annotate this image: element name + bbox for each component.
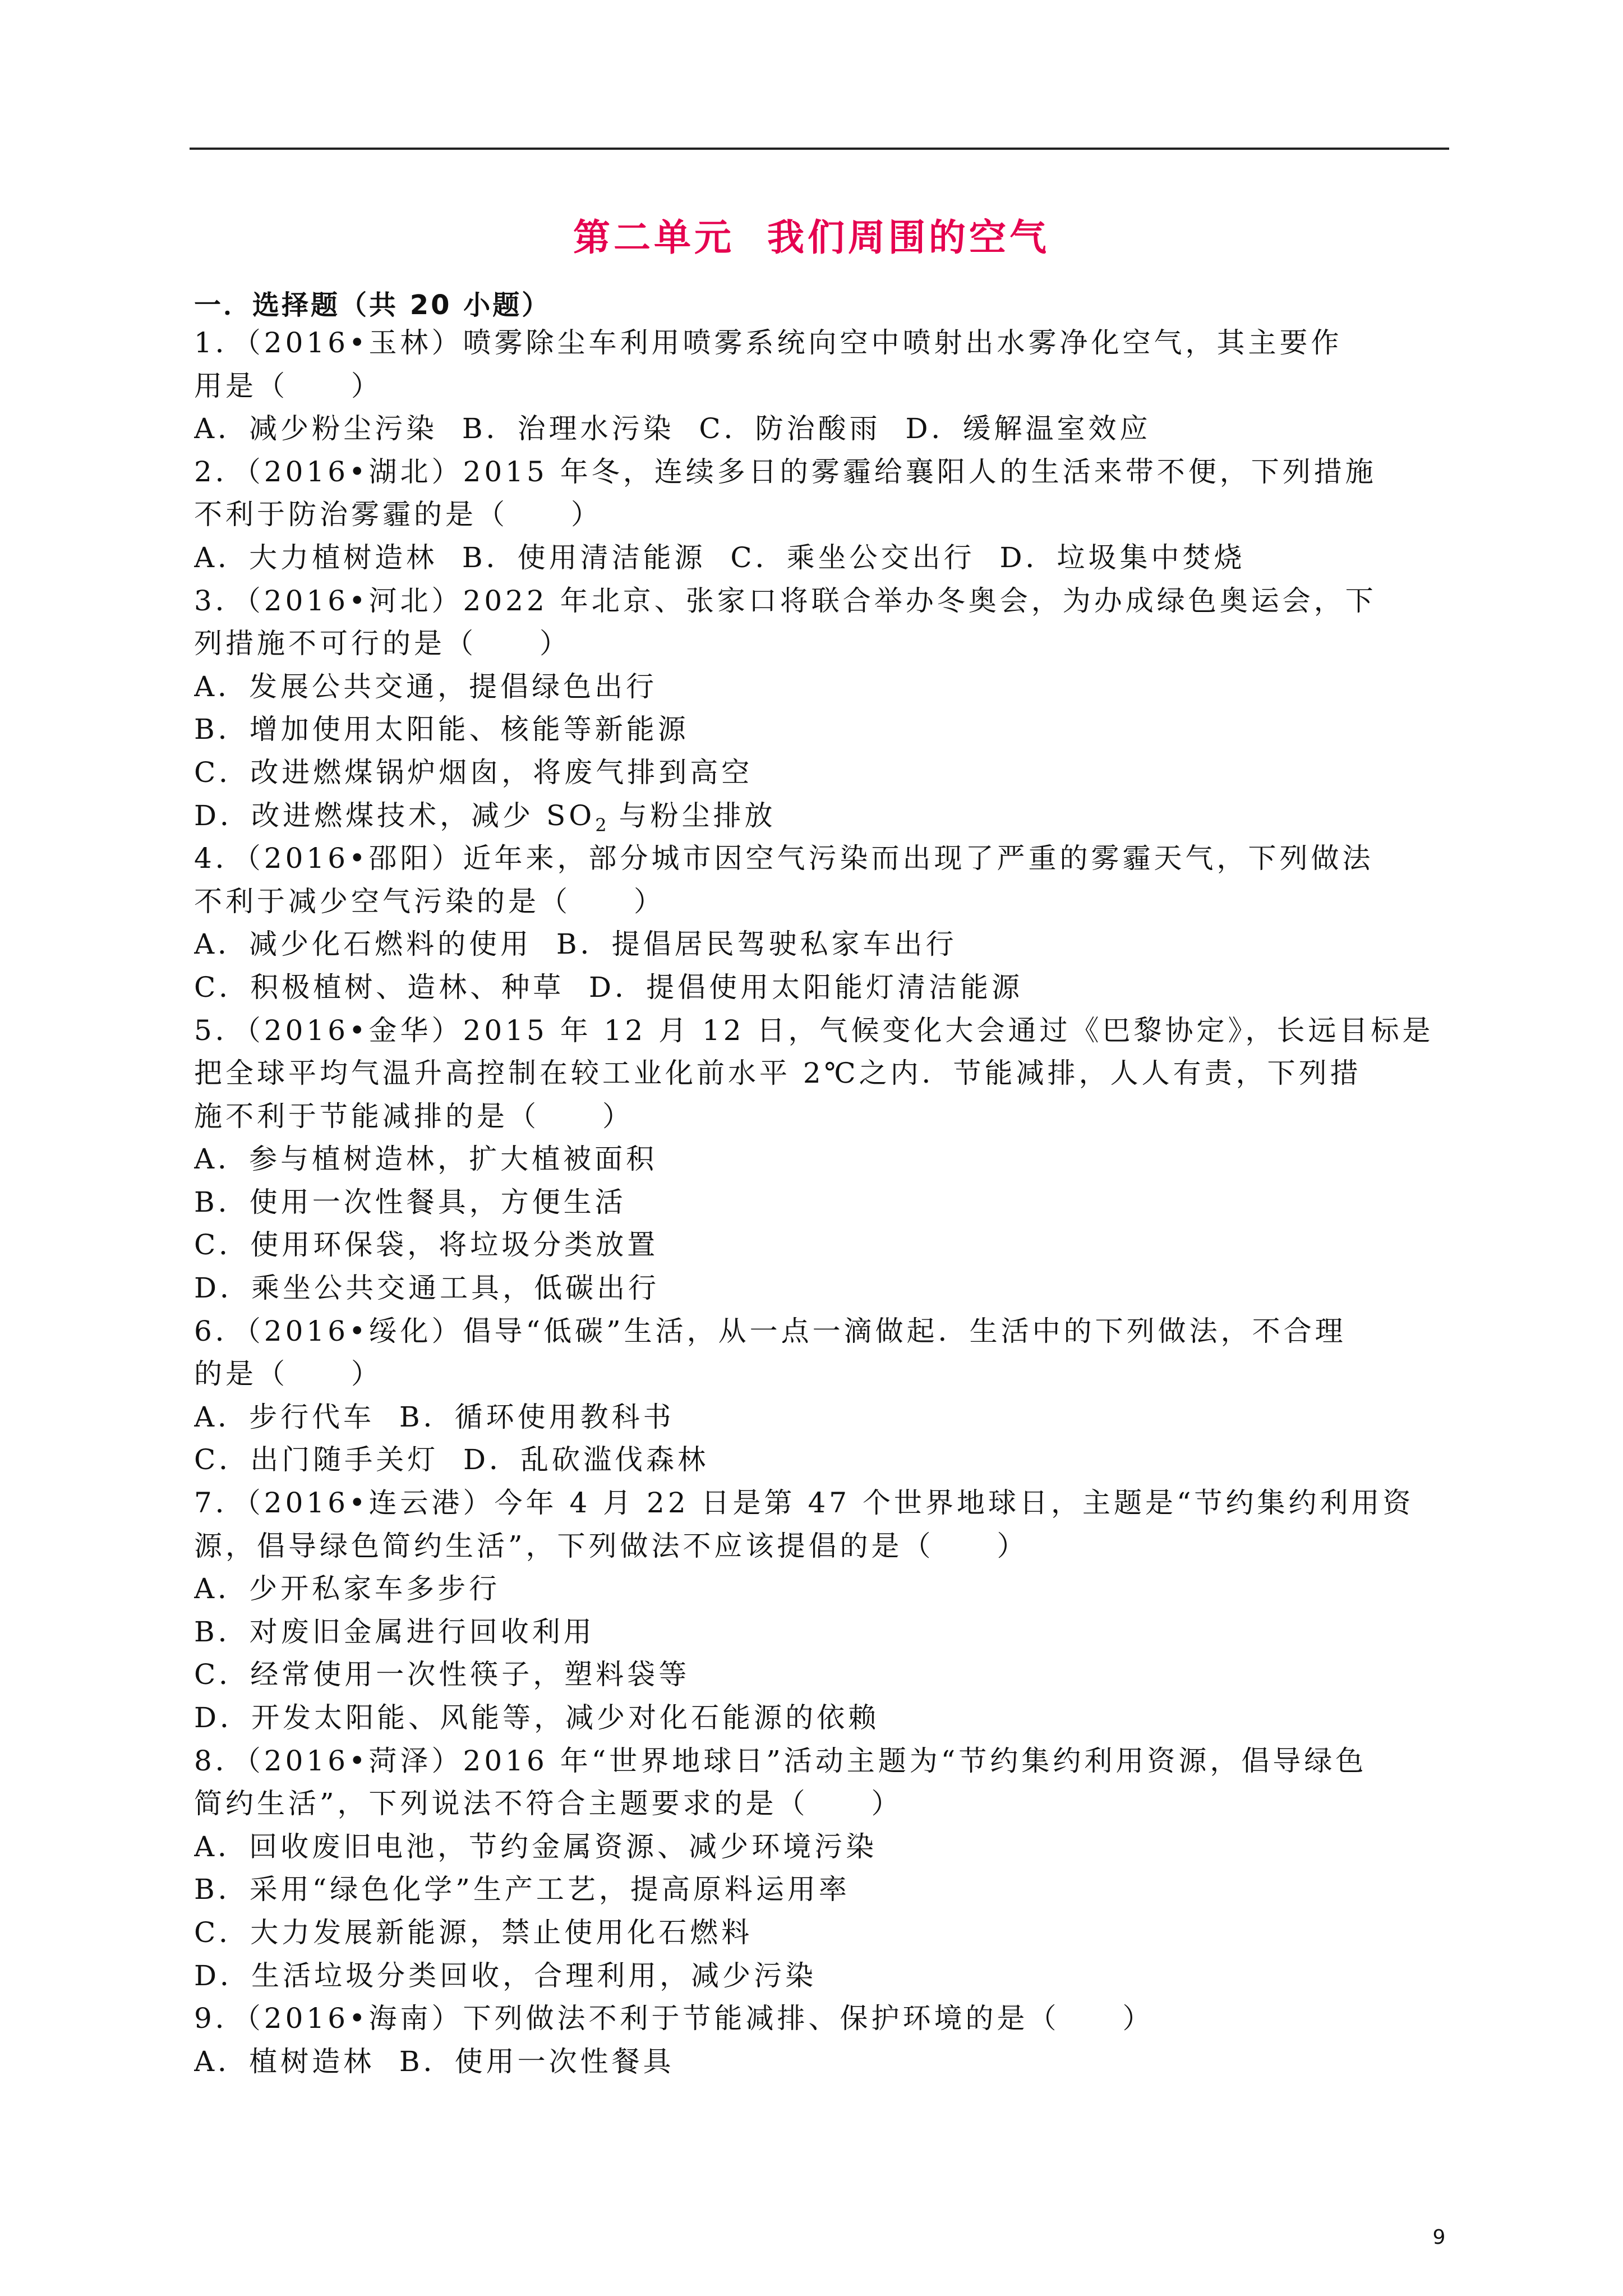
- question-stem-line: 用是（ ）: [194, 369, 382, 402]
- question-4: [194, 837, 1439, 1009]
- question-7: [194, 1481, 1439, 1740]
- question-stem-line: 列措施不可行的是（ ）: [194, 627, 571, 660]
- question-5: [194, 1009, 1439, 1310]
- question-8: [194, 1740, 1439, 1998]
- answer-option-a: A．发展公共交通，提倡绿色出行: [194, 670, 658, 703]
- answer-options: A．步行代车 B．循环使用教科书: [194, 1400, 675, 1433]
- answer-option-d: D．生活垃圾分类回收，合理利用，减少污染: [194, 1959, 817, 1992]
- question-stem-line: 施不利于节能减排的是（ ）: [194, 1099, 634, 1133]
- answer-options: C．出门随手关灯 D．乱砍滥伐森林: [194, 1443, 709, 1476]
- answer-option-a: A．参与植树造林，扩大植被面积: [194, 1143, 658, 1176]
- question-stem-line: 3．（2016•河北）2022 年北京、张家口将联合举办冬奥会，为办成绿色奥运会，下: [194, 584, 1377, 617]
- answer-option-c: C．使用环保袋，将垃圾分类放置: [194, 1228, 659, 1262]
- question-stem-line: 7．（2016•连云港）今年 4 月 22 日是第 47 个世界地球日，主题是“节约集约利用资: [194, 1487, 1414, 1520]
- question-stem-line: 简约生活”，下列说法不符合主题要求的是（ ）: [194, 1787, 903, 1820]
- answer-option-c: C．大力发展新能源，禁止使用化石燃料: [194, 1916, 753, 1949]
- answer-option-a: A．少开私家车多步行: [194, 1572, 501, 1605]
- question-stem-line: 源，倡导绿色简约生活”，下列做法不应该提倡的是（ ）: [194, 1529, 1029, 1562]
- page-number: 9: [1432, 2226, 1446, 2249]
- answer-options: C．积极植树、造林、种草 D．提倡使用太阳能灯清洁能源: [194, 970, 1023, 1004]
- answer-option-c: C．改进燃煤锅炉烟囱，将废气排到高空: [194, 756, 753, 789]
- question-stem-line: 的是（ ）: [194, 1358, 382, 1391]
- answer-options: A．大力植树造林 B．使用清洁能源 C．乘坐公交出行 D．垃圾集中焚烧: [194, 541, 1246, 574]
- answer-option-c: C．经常使用一次性筷子，塑料袋等: [194, 1658, 690, 1691]
- question-3: [194, 579, 1439, 838]
- answer-option-b: B．增加使用太阳能、核能等新能源: [194, 713, 689, 746]
- question-9: [194, 1997, 1439, 2083]
- question-stem-line: 9．（2016•海南）下列做法不利于节能减排、保护环境的是（ ）: [194, 2002, 1154, 2035]
- answer-option-b: B．采用“绿色化学”生产工艺，提高原料运用率: [194, 1873, 850, 1906]
- answer-option-a: A．回收废旧电池，节约金属资源、减少环境污染: [194, 1830, 878, 1863]
- question-stem-line: 6．（2016•绥化）倡导“低碳”生活，从一点一滴做起．生活中的下列做法，不合理: [194, 1314, 1347, 1347]
- subscript-2: 2: [595, 814, 607, 836]
- question-stem-line: 1．（2016•玉林）喷雾除尘车利用喷雾系统向空中喷射出水雾净化空气，其主要作: [194, 326, 1343, 359]
- question-2: [194, 450, 1439, 579]
- answer-option-d: D．开发太阳能、风能等，减少对化石能源的依赖: [194, 1701, 880, 1734]
- question-list: [194, 321, 1439, 2083]
- section-heading: 一．选择题（共 20 小题）: [194, 289, 551, 321]
- question-stem-line: 4．（2016•邵阳）近年来，部分城市因空气污染而出现了严重的雾霾天气，下列做法: [194, 842, 1374, 875]
- answer-option-b: B．对废旧金属进行回收利用: [194, 1615, 595, 1648]
- question-stem-line: 不利于减少空气污染的是（ ）: [194, 885, 665, 918]
- option-d-text: D．改进燃煤技术，减少 SO: [194, 799, 596, 832]
- question-stem-line: 把全球平均气温升高控制在较工业化前水平 2℃之内．节能减排，人人有责，下列措: [194, 1057, 1362, 1090]
- document-title: 第二单元 我们周围的空气: [573, 216, 1050, 259]
- answer-option-b: B．使用一次性餐具，方便生活: [194, 1185, 626, 1218]
- answer-option-d: [194, 794, 1439, 838]
- answer-option-d: D．乘坐公共交通工具，低碳出行: [194, 1272, 660, 1305]
- option-d-text-end: 与粉尘排放: [606, 799, 776, 832]
- answer-options: A．减少粉尘污染 B．治理水污染 C．防治酸雨 D．缓解温室效应: [194, 412, 1151, 445]
- header-rule: [190, 148, 1449, 150]
- answer-options: A．减少化石燃料的使用 B．提倡居民驾驶私家车出行: [194, 928, 957, 961]
- question-1: [194, 321, 1439, 450]
- question-stem-line: 8．（2016•菏泽）2016 年“世界地球日”活动主题为“节约集约利用资源，倡导绿色: [194, 1744, 1367, 1777]
- question-stem-line: 不利于防治雾霾的是（ ）: [194, 498, 602, 531]
- question-stem-line: 2．（2016•湖北）2015 年冬，连续多日的雾霾给襄阳人的生活来带不便，下列措施: [194, 455, 1377, 488]
- answer-options: A．植树造林 B．使用一次性餐具: [194, 2045, 675, 2078]
- question-6: [194, 1310, 1439, 1481]
- question-stem-line: 5．（2016•金华）2015 年 12 月 12 日，气候变化大会通过《巴黎协定》，长远目标是: [194, 1014, 1434, 1047]
